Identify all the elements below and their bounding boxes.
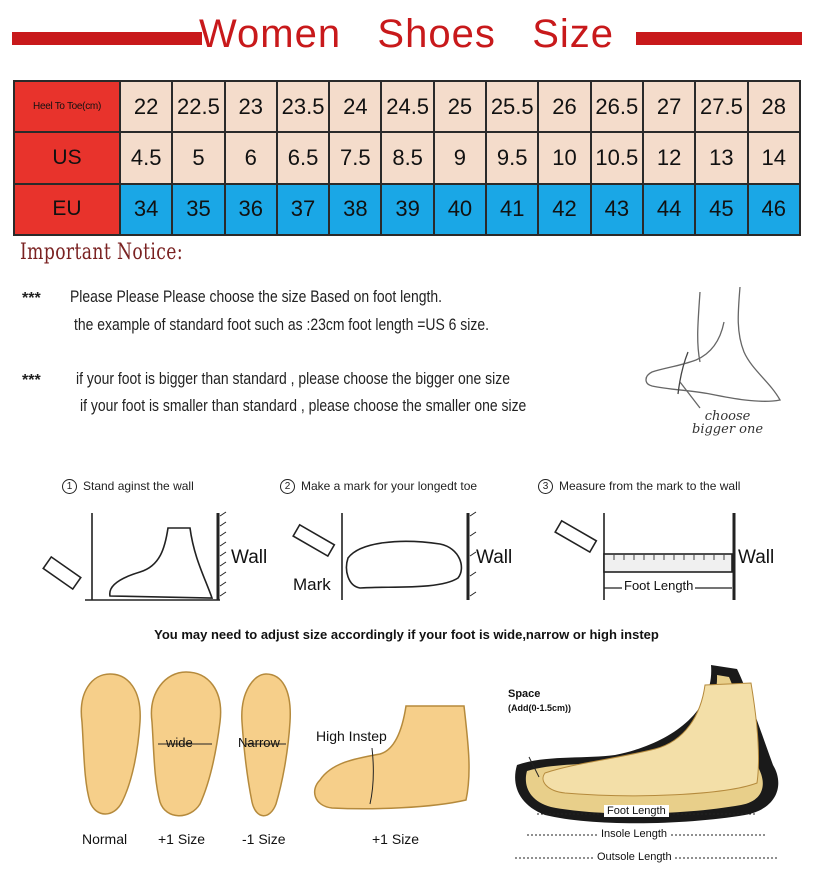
table-cell: 14 [748, 132, 800, 183]
step-1-label: 1 Stand aginst the wall [62, 479, 194, 494]
table-cell: 37 [277, 184, 329, 235]
notice-line-3: if your foot is bigger than standard , please choose the bigger one size [76, 369, 510, 388]
page-title: Women Shoes Size [199, 12, 614, 56]
step-3-label: 3 Measure from the mark to the wall [538, 479, 740, 494]
insole-length-label: Insole Length [598, 828, 670, 840]
notice-stars-1: *** [22, 290, 41, 307]
table-cell: 42 [538, 184, 590, 235]
wide-caption: +1 Size [158, 831, 206, 847]
foot-length-label-step3: Foot Length [624, 578, 694, 593]
narrow-label: Narrow [238, 735, 280, 750]
wall-label-1: Wall [231, 547, 268, 568]
notice-line-2: the example of standard foot such as :23cm foot length =US 6 size. [74, 315, 489, 334]
adjust-size-note: You may need to adjust size accordingly if your foot is wide,narrow or high instep [154, 627, 659, 642]
table-row-us [14, 132, 800, 183]
table-cell: 22 [120, 81, 172, 132]
table-cell: 44 [643, 184, 695, 235]
table-cell: 8.5 [381, 132, 433, 183]
notice-line-4: if your foot is smaller than standard , please choose the smaller one size [80, 396, 527, 415]
narrow-caption: -1 Size [242, 831, 286, 847]
table-cell: 23 [225, 81, 277, 132]
mark-label: Mark [293, 575, 331, 594]
row-header-us: US [14, 132, 120, 183]
table-cell: 23.5 [277, 81, 329, 132]
outsole-length-label: Outsole Length [594, 851, 675, 863]
table-cell: 36 [225, 184, 277, 235]
step-1-illustration [40, 508, 240, 608]
table-cell: 46 [748, 184, 800, 235]
table-row-eu [14, 184, 800, 235]
wall-label-2: Wall [476, 547, 513, 568]
wall-label-3: Wall [738, 547, 775, 568]
table-cell: 24.5 [381, 81, 433, 132]
space-label: Space [508, 688, 541, 700]
table-cell: 45 [695, 184, 747, 235]
table-cell: 39 [381, 184, 433, 235]
row-header-heel-to-toe: Heel To Toe(cm) [14, 81, 120, 132]
normal-caption: Normal [82, 831, 128, 847]
table-cell: 35 [172, 184, 224, 235]
table-cell: 10 [538, 132, 590, 183]
table-cell: 13 [695, 132, 747, 183]
table-cell: 26 [538, 81, 590, 132]
step-3-illustration [552, 508, 742, 608]
table-cell: 25.5 [486, 81, 538, 132]
table-cell: 27.5 [695, 81, 747, 132]
table-cell: 43 [591, 184, 643, 235]
table-cell: 9.5 [486, 132, 538, 183]
notice-line-1: Please Please Please choose the size Based on foot length. [70, 287, 442, 306]
row-header-eu: EU [14, 184, 120, 235]
table-cell: 41 [486, 184, 538, 235]
table-cell: 12 [643, 132, 695, 183]
table-cell: 6.5 [277, 132, 329, 183]
step-2-label: 2 Make a mark for your longedt toe [280, 479, 477, 494]
choose-bigger-hint: choose bigger one [692, 409, 764, 437]
table-cell: 27 [643, 81, 695, 132]
table-cell: 38 [329, 184, 381, 235]
table-cell: 4.5 [120, 132, 172, 183]
table-row-heel-to-toe [14, 81, 800, 132]
table-cell: 34 [120, 184, 172, 235]
table-cell: 25 [434, 81, 486, 132]
table-cell: 10.5 [591, 132, 643, 183]
table-cell: 6 [225, 132, 277, 183]
table-cell: 22.5 [172, 81, 224, 132]
table-cell: 26.5 [591, 81, 643, 132]
foot-length-label: Foot Length [604, 805, 669, 817]
table-cell: 28 [748, 81, 800, 132]
notice-title: Important Notice: [20, 240, 184, 265]
notice-stars-2: *** [22, 372, 41, 389]
table-cell: 7.5 [329, 132, 381, 183]
size-table [13, 80, 801, 236]
table-cell: 40 [434, 184, 486, 235]
space-add-label: (Add(0-1.5cm)) [508, 703, 572, 713]
wide-label: wide [166, 735, 193, 750]
table-cell: 5 [172, 132, 224, 183]
foot-sketch-illustration [640, 282, 800, 412]
shoe-diagram [505, 655, 795, 875]
high-instep-caption: +1 Size [372, 831, 420, 847]
table-cell: 9 [434, 132, 486, 183]
table-cell: 24 [329, 81, 381, 132]
high-instep-label: High Instep [316, 728, 387, 744]
